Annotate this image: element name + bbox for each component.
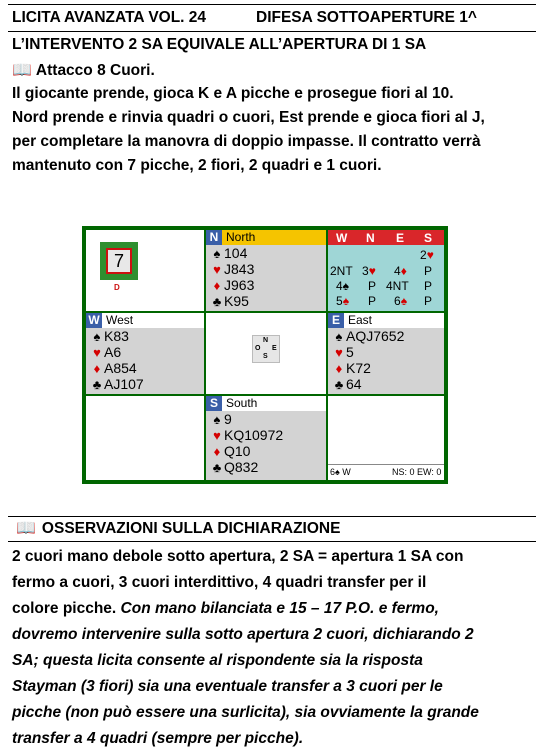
west-name: West — [106, 313, 134, 327]
auction-col-w: W — [336, 231, 348, 245]
heart-icon: ♥ — [93, 345, 101, 360]
west-hearts: ♥ A6 — [86, 344, 204, 360]
club-icon: ♣ — [334, 377, 344, 392]
score-label: NS: 0 EW: 0 — [392, 467, 442, 477]
south-clubs: ♣ Q832 — [206, 459, 326, 475]
bid: 2♥ — [420, 248, 434, 262]
subtitle: L’INTERVENTO 2 SA EQUIVALE ALL’APERTURA DI 1 SA — [12, 36, 427, 53]
obs-line: dovremo intervenire sulla sotto apertura 2 cuori, dichiarando 2 — [12, 626, 474, 643]
spade-icon: ♠ — [213, 246, 221, 261]
spade-icon: ♠ — [93, 329, 101, 344]
book-title: LICITA AVANZATA VOL. 24 — [12, 9, 207, 26]
north-hand — [206, 230, 326, 311]
bid: 5♠ — [336, 294, 350, 308]
south-spades: ♠ 9 — [206, 411, 326, 427]
book-icon: 📖 — [16, 520, 36, 537]
play-line: Il giocante prende, gioca K e A picche e prosegue fiori al 10. — [12, 85, 454, 102]
bid: P — [368, 294, 377, 308]
bid: 2NT — [330, 264, 353, 278]
obs-line: 2 cuori mano debole sotto apertura, 2 SA = apertura 1 SA con — [12, 548, 464, 565]
south-name: South — [226, 396, 258, 410]
auction-col-e: E — [396, 231, 405, 245]
diamond-icon: ♦ — [93, 361, 101, 376]
auction-header — [328, 230, 444, 245]
bid: P — [424, 279, 433, 293]
diamond-icon: ♦ — [335, 361, 343, 376]
heart-icon: ♥ — [335, 345, 343, 360]
empty-cell — [86, 396, 204, 480]
bid: 3♥ — [362, 264, 376, 278]
north-tag: N — [206, 230, 222, 245]
obs-line: colore picche. Con mano bilanciata e 15 – 17 P.O. e fermo, — [12, 600, 439, 617]
obs-line: SA; questa licita consente al rispondente sia la risposta — [12, 652, 423, 669]
bid: 4♦ — [394, 264, 407, 278]
result-box — [328, 396, 444, 480]
east-header — [328, 313, 444, 328]
heart-icon: ♥ — [213, 262, 221, 277]
bid: P — [424, 294, 433, 308]
diamond-icon: ♦ — [213, 278, 221, 293]
observations-header — [8, 516, 536, 542]
observations-title: OSSERVAZIONI SULLA DICHIARAZIONE — [41, 520, 341, 537]
title-bar — [8, 4, 536, 32]
play-paragraph — [12, 82, 532, 178]
auction-box — [328, 230, 444, 311]
dealer-letter: D — [114, 283, 120, 292]
spade-icon: ♠ — [335, 329, 343, 344]
diamond-icon: ♦ — [213, 444, 221, 459]
south-diamonds: ♦ Q10 — [206, 443, 326, 459]
compass-icon: N O E S — [252, 335, 280, 363]
east-diamonds: ♦ K72 — [328, 360, 444, 376]
north-diamonds: ♦ J963 — [206, 277, 326, 293]
board-info — [86, 230, 204, 311]
play-line: Nord prende e rinvia quadri o cuori, Est prende e gioca fiori al J, — [12, 109, 485, 126]
club-icon: ♣ — [92, 377, 102, 392]
bid: 6♠ — [394, 294, 408, 308]
bid: P — [368, 279, 377, 293]
east-hearts: ♥ 5 — [328, 344, 444, 360]
south-tag: S — [206, 396, 222, 411]
obs-line: picche (non può essere una surlicita), sia ovviamente la grande — [12, 704, 479, 721]
north-clubs: ♣ K95 — [206, 293, 326, 309]
west-clubs: ♣ AJ107 — [86, 376, 204, 392]
north-hearts: ♥ J843 — [206, 261, 326, 277]
bid: P — [424, 264, 433, 278]
east-spades: ♠ AQJ7652 — [328, 328, 444, 344]
heart-icon: ♥ — [213, 428, 221, 443]
section-title: DIFESA SOTTOAPERTURE 1^ — [256, 9, 477, 26]
east-clubs: ♣ 64 — [328, 376, 444, 392]
observations-paragraph — [12, 544, 534, 752]
bid: 4♠ — [336, 279, 350, 293]
lead-text: Attacco 8 Cuori. — [35, 62, 155, 79]
table-center — [206, 313, 326, 394]
west-tag: W — [86, 313, 102, 328]
east-hand — [328, 313, 444, 394]
auction-col-n: N — [366, 231, 375, 245]
west-hand — [86, 313, 204, 394]
play-line: per completare la manovra di doppio impasse. Il contratto verrà — [12, 133, 481, 150]
club-icon: ♣ — [212, 460, 222, 475]
bid: 4NT — [386, 279, 409, 293]
board-number-badge — [100, 242, 138, 292]
east-tag: E — [328, 313, 344, 328]
west-spades: ♠ K83 — [86, 328, 204, 344]
south-header — [206, 396, 326, 411]
west-diamonds: ♦ A854 — [86, 360, 204, 376]
obs-line: Stayman (3 fiori) sia una eventuale transfer a 3 cuori per le — [12, 678, 443, 695]
spade-icon: ♠ — [213, 412, 221, 427]
contract-label: 6♠ W — [330, 467, 351, 477]
obs-line: fermo a cuori, 3 cuori interdittivo, 4 quadri transfer per il — [12, 574, 427, 591]
east-name: East — [348, 313, 373, 327]
lead-line — [12, 60, 155, 80]
west-header — [86, 313, 204, 328]
book-icon: 📖 — [12, 62, 32, 79]
north-name: North — [226, 230, 256, 244]
south-hand — [206, 396, 326, 480]
bridge-diagram — [82, 226, 448, 484]
obs-line: transfer a 4 quadri (sempre per picche). — [12, 730, 304, 747]
club-icon: ♣ — [212, 294, 222, 309]
play-line: mantenuto con 7 picche, 2 fiori, 2 quadri e 1 cuori. — [12, 157, 382, 174]
north-spades: ♠ 104 — [206, 245, 326, 261]
south-hearts: ♥ KQ10972 — [206, 427, 326, 443]
board-number: 7 — [108, 250, 130, 272]
auction-col-s: S — [424, 231, 433, 245]
north-header — [206, 230, 326, 245]
